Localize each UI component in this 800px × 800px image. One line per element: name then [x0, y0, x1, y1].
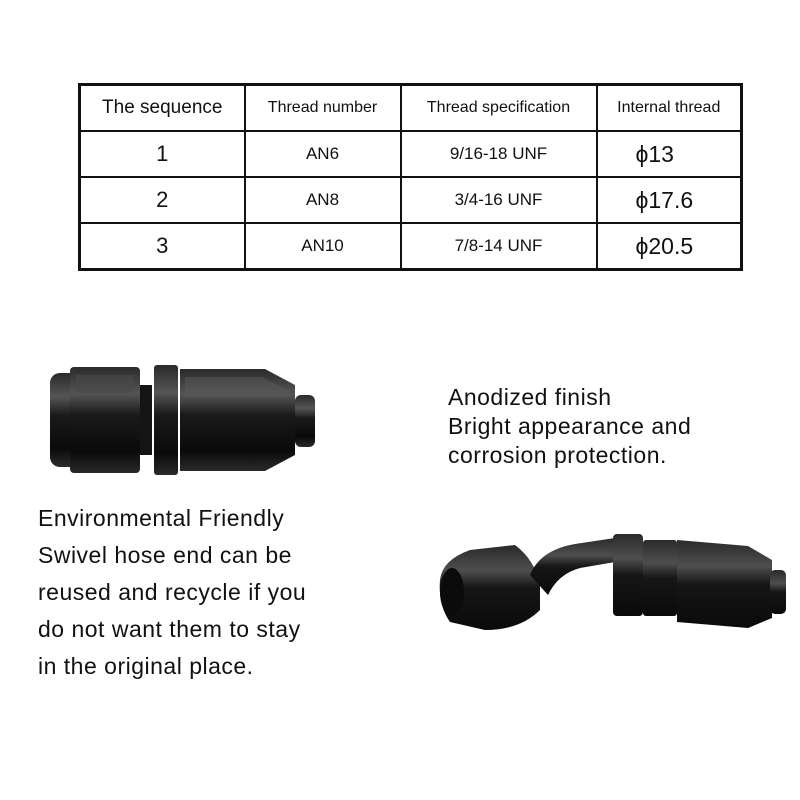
- cell-thread-specification: 7/8-14 UNF: [401, 223, 597, 270]
- cell-thread-number: AN10: [245, 223, 401, 270]
- cell-sequence: 3: [80, 223, 245, 270]
- eco-line: do not want them to stay: [38, 616, 301, 642]
- thread-spec-table: [78, 83, 743, 271]
- eco-line: in the original place.: [38, 653, 254, 679]
- cell-thread-specification: 9/16-18 UNF: [401, 131, 597, 177]
- cell-thread-number: AN8: [245, 177, 401, 223]
- environmental-friendly-text: [38, 500, 306, 685]
- anodized-line: Bright appearance and: [448, 413, 692, 439]
- anodized-line: corrosion protection.: [448, 442, 667, 468]
- table-row: [80, 131, 742, 177]
- header-thread-number: Thread number: [245, 85, 401, 132]
- straight-fitting-image: [40, 355, 330, 485]
- table-row: [80, 223, 742, 270]
- cell-internal-thread: ϕ20.5: [597, 223, 742, 270]
- header-sequence: The sequence: [80, 85, 245, 132]
- eco-line: reused and recycle if you: [38, 579, 307, 605]
- cell-thread-number: AN6: [245, 131, 401, 177]
- cell-internal-thread: ϕ17.6: [597, 177, 742, 223]
- bent-fitting-image: [430, 530, 790, 640]
- eco-title: Environmental Friendly: [38, 505, 285, 531]
- table-header-row: [80, 85, 742, 132]
- table-row: [80, 177, 742, 223]
- cell-thread-specification: 3/4-16 UNF: [401, 177, 597, 223]
- anodized-finish-text: [448, 383, 691, 470]
- cell-sequence: 1: [80, 131, 245, 177]
- eco-line: Swivel hose end can be: [38, 542, 292, 568]
- cell-sequence: 2: [80, 177, 245, 223]
- cell-internal-thread: ϕ13: [597, 131, 742, 177]
- header-thread-specification: Thread specification: [401, 85, 597, 132]
- anodized-title: Anodized finish: [448, 384, 612, 410]
- header-internal-thread: Internal thread: [597, 85, 742, 132]
